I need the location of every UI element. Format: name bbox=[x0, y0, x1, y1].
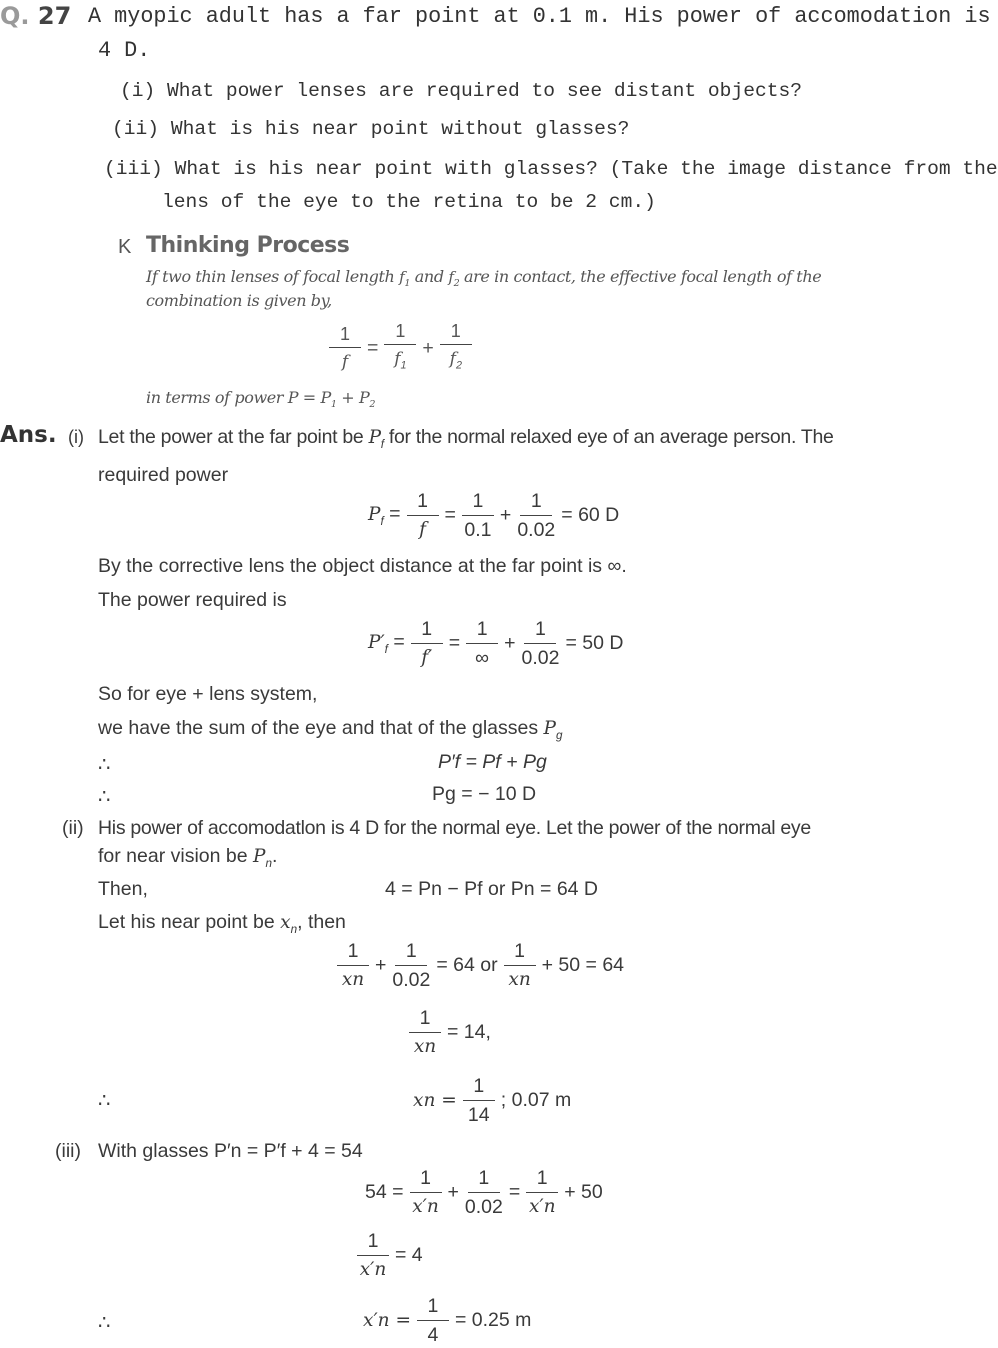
den: 0.02 bbox=[521, 646, 560, 669]
answer-label: Ans. bbox=[0, 422, 57, 448]
equation-xn-prime bbox=[360, 1292, 534, 1348]
sub: g bbox=[556, 728, 563, 742]
den: x′n bbox=[359, 1258, 387, 1280]
num: 1 bbox=[411, 617, 443, 644]
den: 0.02 bbox=[392, 968, 431, 991]
lhs: x′n = bbox=[363, 1309, 411, 1331]
ans-i-line-3: By the corrective lens the object distance at the far point is ∞. bbox=[98, 555, 627, 577]
sub: f bbox=[380, 514, 384, 528]
num: 1 bbox=[410, 1166, 442, 1193]
num: 1 bbox=[504, 939, 536, 966]
var: f bbox=[449, 348, 456, 369]
var: P′ bbox=[368, 631, 385, 653]
fraction bbox=[337, 939, 369, 992]
question-part-iii-cont: lens of the eye to the retina to be 2 cm.) bbox=[162, 191, 656, 213]
part-label: (iii) bbox=[104, 158, 163, 180]
lhs: 54 = bbox=[365, 1180, 404, 1203]
equation-xn bbox=[410, 1072, 574, 1128]
den: xn bbox=[413, 1035, 437, 1057]
num: 1 bbox=[395, 939, 427, 966]
thinking-line-1 bbox=[146, 267, 821, 289]
text: in terms of power P = P bbox=[146, 388, 331, 407]
op: = bbox=[508, 1180, 521, 1203]
thinking-power-line bbox=[146, 388, 375, 410]
part-ii-label: (ii) bbox=[62, 817, 84, 839]
question-line-2: 4 D. bbox=[98, 38, 151, 63]
var: f bbox=[394, 348, 401, 369]
fraction bbox=[392, 939, 430, 992]
ans-i-line-4: The power required is bbox=[98, 589, 287, 611]
sub: 2 bbox=[369, 399, 376, 411]
num: 1 bbox=[417, 1294, 449, 1321]
op: + bbox=[375, 953, 387, 976]
result: = 0.25 m bbox=[454, 1308, 532, 1331]
sub: 2 bbox=[455, 359, 462, 372]
sub: 1 bbox=[400, 359, 407, 372]
part-text: What power lenses are required to see distant objects? bbox=[167, 80, 802, 102]
question-line-1: A myopic adult has a far point at 0.1 m. His power of accomodation is bbox=[88, 4, 991, 29]
num: 1 bbox=[462, 489, 494, 516]
fraction bbox=[463, 1074, 495, 1127]
therefore-icon: ∴ bbox=[98, 754, 111, 776]
equation-pf-prime bbox=[365, 615, 626, 671]
thinking-line-2: combination is given by, bbox=[146, 291, 332, 310]
ans-i-line-2: required power bbox=[98, 464, 229, 486]
text: for the normal relaxed eye of an average person. The bbox=[383, 426, 834, 448]
num: 1 bbox=[409, 1006, 441, 1033]
question-prefix: Q. bbox=[0, 2, 30, 30]
fraction bbox=[407, 489, 439, 542]
num: 1 bbox=[466, 617, 498, 644]
den: 0.02 bbox=[517, 518, 556, 541]
ans-ii-line-1: His power of accomodatlon is 4 D for the normal eye. Let the power of the normal eye bbox=[98, 817, 811, 839]
den bbox=[450, 345, 462, 377]
num: 1 bbox=[463, 1074, 495, 1101]
num: 1 bbox=[524, 617, 556, 644]
lens-formula bbox=[326, 320, 475, 376]
thinking-title: Thinking Process bbox=[146, 233, 350, 258]
lhs: $P'_f$ = bbox=[368, 630, 405, 656]
den: 0.02 bbox=[464, 1195, 503, 1218]
ans-ii-line-3 bbox=[98, 911, 346, 936]
den bbox=[394, 345, 406, 377]
question-header bbox=[0, 2, 71, 30]
equation-inverse-xn-prime bbox=[354, 1227, 426, 1283]
den: xn bbox=[508, 968, 531, 990]
den: 14 bbox=[467, 1103, 490, 1126]
fraction bbox=[465, 1166, 503, 1219]
fraction bbox=[462, 489, 494, 542]
den: 0.1 bbox=[464, 518, 492, 541]
question-part-iii bbox=[104, 158, 998, 180]
text: + 50 bbox=[564, 1180, 603, 1203]
text: = 64 or bbox=[436, 953, 498, 976]
ans-i-line-5: So for eye + lens system, bbox=[98, 683, 318, 705]
therefore-icon: ∴ bbox=[98, 786, 111, 808]
den: x′n bbox=[412, 1195, 439, 1217]
text: Let his near point be bbox=[98, 911, 281, 933]
den: xn bbox=[341, 968, 365, 990]
part-text: What is his near point without glasses? bbox=[170, 118, 630, 140]
sub: 1 bbox=[330, 399, 337, 411]
result: = 50 D bbox=[565, 631, 624, 654]
text: we have the sum of the eye and that of the glasses bbox=[98, 717, 544, 739]
part-iii-label: (iii) bbox=[55, 1140, 81, 1162]
text: are in contact, the effective focal length of the bbox=[459, 267, 822, 286]
var: f bbox=[448, 268, 454, 286]
sub: f bbox=[380, 437, 384, 451]
sub: n bbox=[265, 856, 272, 870]
num: 1 bbox=[384, 320, 416, 345]
num: 1 bbox=[440, 320, 472, 345]
question-number: 27 bbox=[37, 2, 72, 30]
lhs: xn = bbox=[413, 1089, 457, 1111]
text: + P bbox=[336, 388, 370, 407]
part-label: (i) bbox=[120, 80, 156, 102]
text: If two thin lenses of focal length bbox=[146, 267, 400, 286]
op: + bbox=[504, 631, 516, 654]
num: 1 bbox=[468, 1166, 500, 1193]
den: f bbox=[419, 518, 426, 540]
result: = 14, bbox=[447, 1020, 491, 1043]
ans-i-line-6 bbox=[98, 717, 563, 742]
therefore-icon: ∴ bbox=[98, 1090, 111, 1112]
var: P bbox=[368, 503, 381, 525]
ans-ii-line-2: for near vision be $P_n$. bbox=[98, 845, 278, 870]
lhs: $P_f$ = bbox=[368, 502, 401, 528]
num: 1 bbox=[337, 939, 369, 966]
therefore-icon: ∴ bbox=[98, 1312, 111, 1334]
num: 1 bbox=[520, 489, 552, 516]
sub: f bbox=[384, 642, 388, 656]
den: f′ bbox=[421, 646, 433, 668]
fraction bbox=[357, 1229, 389, 1282]
sub: n bbox=[290, 922, 298, 936]
thinking-marker-icon: K bbox=[118, 236, 132, 258]
fraction bbox=[517, 489, 555, 542]
fraction bbox=[522, 617, 560, 670]
equation-sum: P′f = Pf + Pg bbox=[438, 751, 547, 773]
equation-pg: Pg = − 10 D bbox=[432, 783, 537, 805]
fraction bbox=[526, 1166, 558, 1219]
result: = 60 D bbox=[561, 503, 620, 526]
ans-i-line-1 bbox=[98, 426, 834, 451]
var: f bbox=[399, 268, 405, 286]
question-part-ii bbox=[112, 118, 629, 140]
num: 1 bbox=[526, 1166, 558, 1193]
fraction bbox=[409, 1006, 441, 1059]
fraction bbox=[440, 320, 472, 377]
op: = bbox=[367, 336, 379, 359]
sub: 2 bbox=[453, 278, 460, 290]
fraction bbox=[466, 617, 498, 670]
den bbox=[342, 348, 348, 373]
var: x bbox=[280, 912, 291, 933]
equation-pf bbox=[365, 487, 622, 543]
num: 1 bbox=[357, 1229, 389, 1256]
num: 1 bbox=[407, 489, 439, 516]
op: + bbox=[499, 503, 512, 526]
fraction bbox=[384, 320, 416, 377]
result: ; 0.07 m bbox=[500, 1088, 572, 1111]
text: Let the power at the far point be bbox=[98, 426, 369, 448]
part-text: What is his near point with glasses? (Take the image distance from the bbox=[174, 158, 998, 180]
op: + bbox=[447, 1180, 459, 1203]
var: P bbox=[543, 718, 556, 739]
equation-pn: 4 = Pn − Pf or Pn = 64 D bbox=[385, 878, 599, 900]
text: for near vision be bbox=[98, 845, 254, 867]
fraction bbox=[411, 617, 443, 670]
op: = bbox=[448, 631, 461, 654]
part-i-label: (i) bbox=[68, 427, 84, 447]
den: 4 bbox=[427, 1323, 439, 1346]
result: = 4 bbox=[395, 1243, 423, 1266]
den: ∞ bbox=[475, 646, 490, 669]
den: x′n bbox=[528, 1195, 556, 1217]
var: P bbox=[253, 846, 266, 867]
question-part-i bbox=[120, 80, 802, 102]
ans-iii-line-1: With glasses P′n = P′f + 4 = 54 bbox=[98, 1140, 363, 1162]
text: + 50 = 64 bbox=[541, 953, 625, 976]
num: 1 bbox=[329, 323, 361, 348]
op: + bbox=[422, 336, 434, 359]
fraction bbox=[329, 323, 361, 373]
op: = bbox=[444, 503, 456, 526]
var: f bbox=[341, 352, 349, 372]
fraction bbox=[410, 1166, 442, 1219]
part-label: (ii) bbox=[112, 118, 160, 140]
text: , then bbox=[297, 911, 346, 933]
equation-54 bbox=[362, 1164, 606, 1220]
sub: 1 bbox=[404, 278, 411, 290]
then-label: Then, bbox=[98, 878, 148, 900]
var: P bbox=[368, 427, 381, 448]
fraction bbox=[504, 939, 536, 992]
text: and bbox=[410, 267, 449, 286]
equation-inverse-xn bbox=[406, 1004, 494, 1060]
equation-near-point bbox=[334, 937, 627, 993]
fraction bbox=[417, 1294, 449, 1347]
